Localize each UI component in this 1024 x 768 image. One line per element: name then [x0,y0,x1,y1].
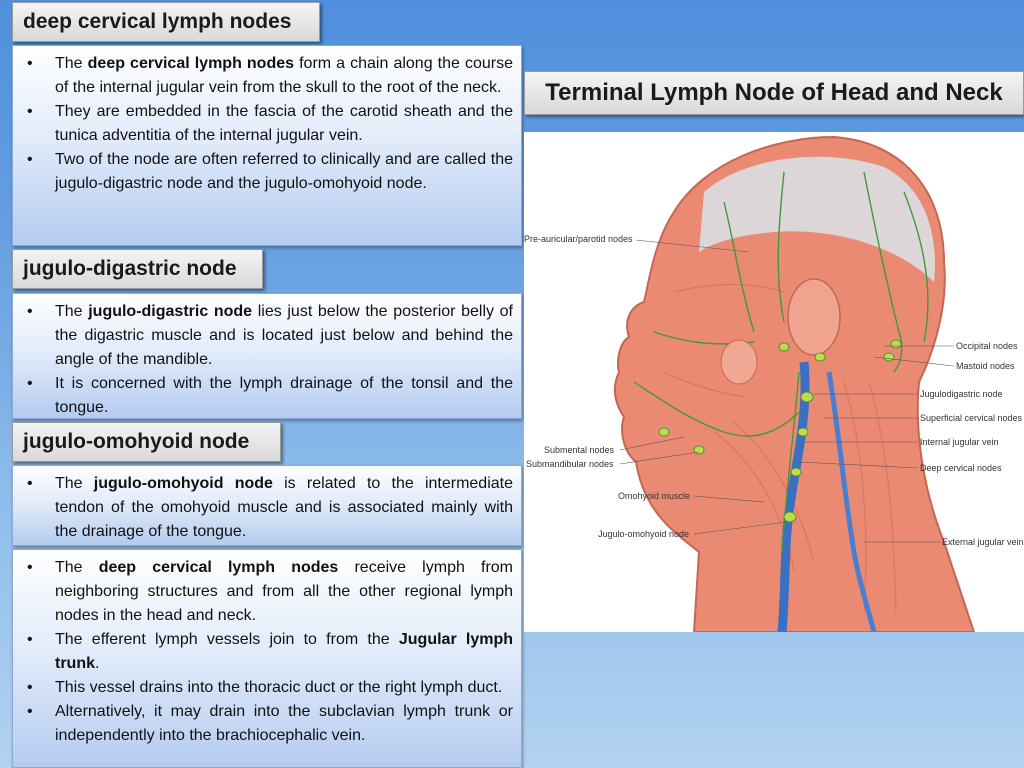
text-box-jugulo-digastric [12,293,522,419]
list-item: • Alternatively, it may drain into the subclavian lymph trunk or independently into the brachiocephalic vein. [27,703,513,744]
heading-jugulo-omohyoid: jugulo-omohyoid node [12,422,281,462]
label-internal-jugular: Internal jugular vein [920,437,999,447]
text-box-jugulo-omohyoid [12,465,522,546]
label-submental: Submental nodes [544,445,615,455]
text-box-deep-cervical [12,45,522,246]
label-jugulo-omohyoid: Jugulo-omohyoid node [598,529,690,539]
heading-deep-cervical: deep cervical lymph nodes [12,2,320,42]
label-submandibular: Submandibular nodes [526,459,614,469]
list-item: • The deep cervical lymph nodes form a chain along the course of the internal jugular vein from the skull to the root of the neck. [27,55,513,96]
label-pre-auricular: Pre-auricular/parotid nodes [524,234,633,244]
anatomy-illustration [524,132,1024,632]
label-deep-cervical: Deep cervical nodes [920,463,1002,473]
ear-shape [788,279,840,355]
bullet-list [21,472,513,544]
label-omohyoid: Omohyoid muscle [618,491,691,501]
list-item: • They are embedded in the fascia of the carotid sheath and the tunica adventitia of the internal jugular vein. [27,103,513,144]
list-item: • The deep cervical lymph nodes receive lymph from neighboring structures and from all the other regional lymph nodes in the head and neck. [27,559,514,624]
bullet-list [21,300,513,420]
label-jugulodigastric: Jugulodigastric node [920,389,1003,399]
label-mastoid: Mastoid nodes [956,361,1015,371]
label-external-jugular: External jugular vein [942,537,1024,547]
list-item: • The jugulo-omohyoid node is related to the intermediate tendon of the omohyoid muscle and is associated mainly with the drainage of the tongue. [27,475,514,540]
head-neck-lymph-figure [524,132,1024,632]
slide-title: Terminal Lymph Node of Head and Neck [524,71,1024,115]
text-box-lymph-drainage [12,549,522,768]
label-occipital: Occipital nodes [956,341,1018,351]
list-item: • The efferent lymph vessels join to from the Jugular lymph trunk. [27,631,514,672]
list-item: • Two of the node are often referred to clinically and are called the jugulo-digastric node and the jugulo-omohyoid node. [27,151,513,192]
heading-jugulo-digastric: jugulo-digastric node [12,249,263,289]
bullet-list [21,52,513,196]
list-item: • This vessel drains into the thoracic duct or the right lymph duct. [27,679,503,696]
bullet-list [21,556,513,748]
list-item: • The jugulo-digastric node lies just below the posterior belly of the digastric muscle and is located just below and behind the angle of the mandible. [27,303,513,368]
label-superficial-cervical: Superficial cervical nodes [920,413,1023,423]
list-item: • It is concerned with the lymph drainage of the tonsil and the tongue. [27,375,513,416]
